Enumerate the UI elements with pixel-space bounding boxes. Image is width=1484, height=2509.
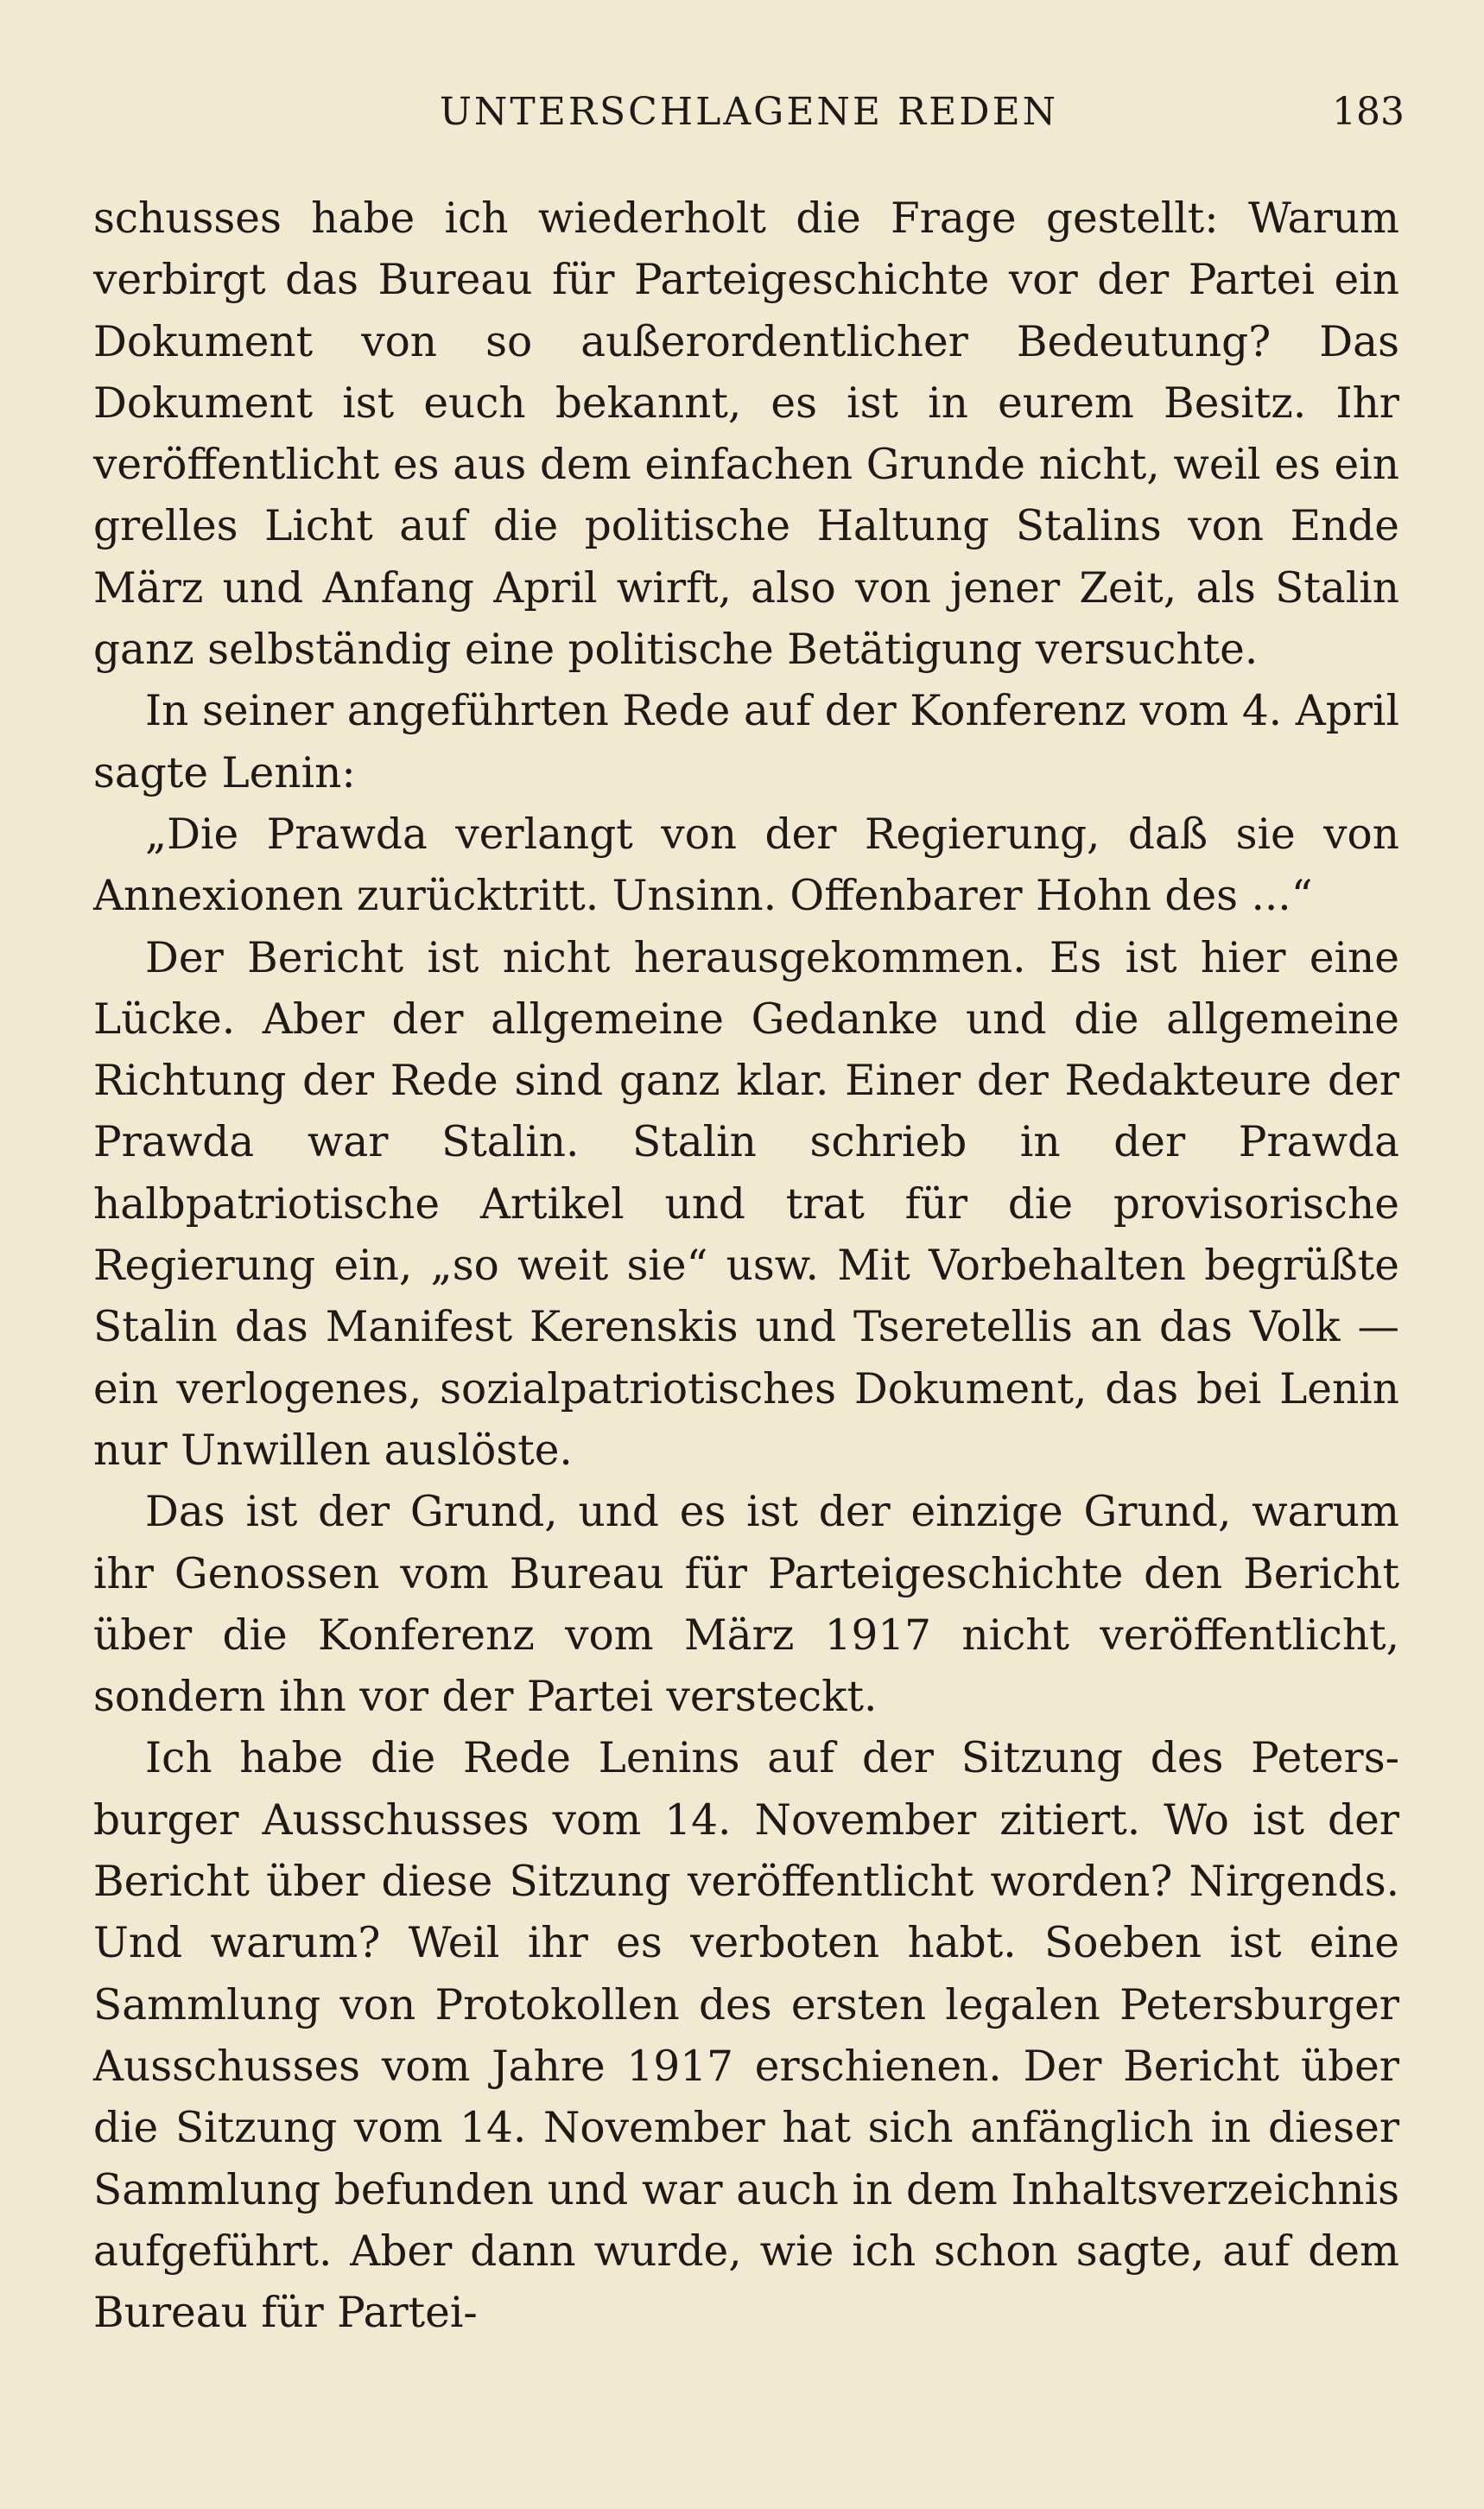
paragraph: Der Bericht ist nicht herausgekommen. Es ist hier eine Lücke. Aber der allgemeine Gedanke und die allgemeine Richtung der Rede sind ganz klar. Einer der Redakteure der Prawda war Stalin. Stalin schrieb in der Prawda halbpatriotische Artikel und trat für die provisorische Regierung ein, „so weit sie“ usw. Mit Vorbehalten begrüßte Stalin das Manifest Kerenskis und Tseretellis an das Volk — ein verlogenes, sozialpatriotisches Dokument, das bei Lenin nur Unwillen auslöste. [93, 933, 1399, 1475]
running-title: UNTERSCHLAGENE REDEN [439, 90, 1059, 134]
paragraph: Ich habe die Rede Lenins auf der Sitzung des Petersburger Ausschusses vom 14. November zitiert. Wo ist der Bericht über diese Sitzung veröffentlicht worden? Nirgends. Und warum? Weil ihr es verboten habt. Soeben ist eine Sammlung von Protokollen des ersten legalen Petersburger Ausschusses vom Jahre 1917 erschienen. Der Bericht über die Sitzung vom 14. November hat sich anfänglich in dieser Sammlung befunden und war auch in dem Inhaltsverzeichnis aufgeführt. Aber dann wurde, wie ich schon sagte, auf dem Bureau für Partei- [93, 1734, 1399, 2338]
page-number: 183 [1332, 90, 1405, 134]
paragraph-continuation: schusses habe ich wiederholt die Frage gestellt: Warum verbirgt das Bureau für Parteigeschichte vor der Partei ein Dokument von so außerordentlicher Bedeutung? Das Dokument ist euch bekannt, es ist in eurem Besitz. Ihr veröffentlicht es aus dem einfachen Grunde nicht, weil es ein grelles Licht auf die politische Haltung Stalins von Ende März und Anfang April wirft, also von jener Zeit, als Stalin ganz selbständig eine politische Betätigung versuchte. [93, 194, 1399, 675]
paragraph: In seiner angeführten Rede auf der Konferenz vom 4. April sagte Lenin: [93, 687, 1399, 797]
body-text [93, 188, 1399, 2344]
quotation-paragraph: „Die Prawda verlangt von der Regierung, daß sie von Annexionen zurücktritt. Unsinn. Offenbarer Hohn des ...“ [93, 810, 1399, 921]
running-head [93, 86, 1405, 138]
paragraph: Das ist der Grund, und es ist der einzige Grund, warum ihr Genossen vom Bureau für Parteigeschichte den Bericht über die Konferenz vom März 1917 nicht veröffentlicht, sondern ihn vor der Partei versteckt. [93, 1488, 1399, 1722]
